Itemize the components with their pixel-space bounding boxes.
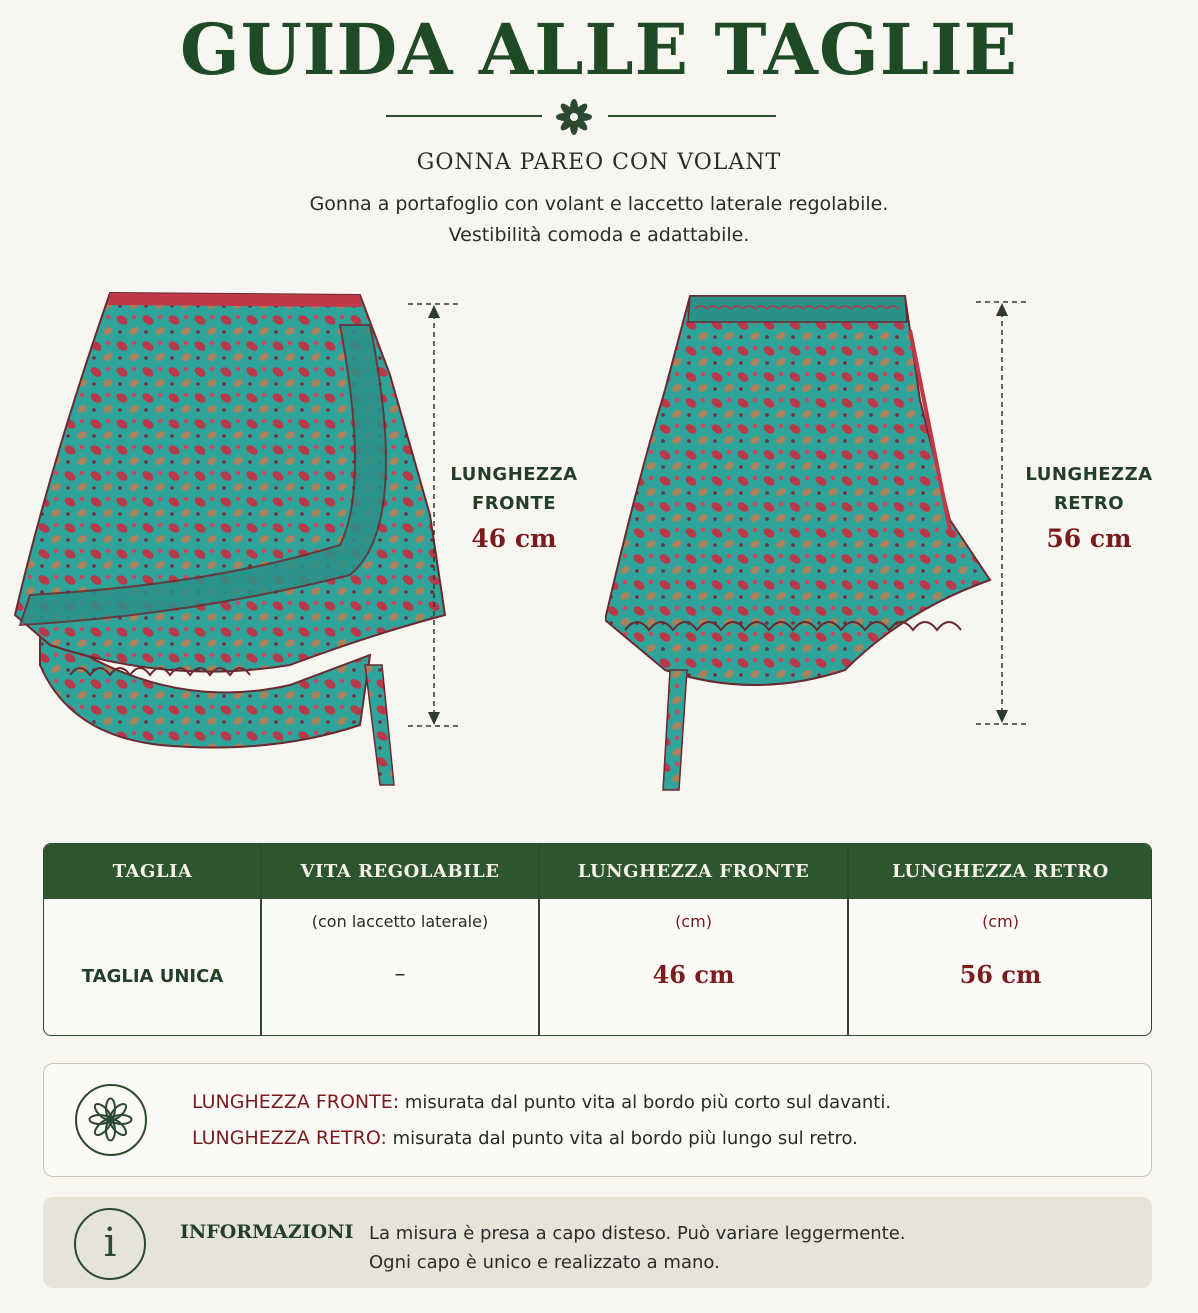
back-length-term: LUNGHEZZA RETRO:	[192, 1127, 387, 1149]
back-length-subheader: (cm)	[982, 912, 1019, 931]
front-length-term: LUNGHEZZA FRONTE:	[192, 1091, 400, 1113]
waist-subheader: (con laccetto laterale)	[311, 912, 489, 931]
back-length-definition-text: misurata dal punto vita al bordo più lungo sul retro.	[386, 1128, 858, 1149]
size-cell: TAGLIA UNICA	[81, 966, 224, 987]
info-line-1: La misura è presa a capo disteso. Può variare leggermente.	[369, 1223, 906, 1244]
title-divider-right	[608, 115, 776, 117]
table-divider	[260, 844, 262, 1035]
table-header-back-length: LUNGHEZZA RETRO	[892, 861, 1109, 882]
description-line-2: Vestibilità comoda e adattabile.	[448, 224, 750, 246]
info-icon: i	[74, 1208, 146, 1280]
front-length-label-line-1: LUNGHEZZA	[450, 464, 578, 485]
back-skirt-image	[605, 290, 995, 795]
front-skirt-image	[10, 285, 450, 795]
front-length-value: 46 cm	[471, 524, 557, 553]
back-length-label-line-1: LUNGHEZZA	[1025, 464, 1153, 485]
table-header-front-length: LUNGHEZZA FRONTE	[577, 861, 810, 882]
front-length-label-line-2: FRONTE	[471, 493, 557, 514]
back-length-label-line-2: RETRO	[1053, 493, 1125, 514]
front-length-cell: 46 cm	[652, 960, 735, 989]
front-length-definition-text: misurata dal punto vita al bordo più corto sul davanti.	[399, 1092, 892, 1113]
product-subtitle: GONNA PAREO CON VOLANT	[416, 150, 782, 175]
table-header-waist: VITA REGOLABILE	[300, 861, 500, 882]
size-table	[43, 843, 1152, 1036]
back-length-cell: 56 cm	[959, 960, 1042, 989]
page-title: GUIDA ALLE TAGLIE	[179, 8, 1019, 91]
info-heading: INFORMAZIONI	[180, 1221, 354, 1243]
table-header-size: TAGLIA	[112, 861, 193, 882]
waist-cell: –	[394, 962, 406, 987]
table-divider	[847, 844, 849, 1035]
info-box	[43, 1197, 1152, 1288]
front-length-label	[440, 460, 588, 518]
flower-ornament-icon	[553, 97, 595, 137]
back-length-label	[1018, 460, 1160, 518]
description-line-1: Gonna a portafoglio con volant e laccetto laterale regolabile.	[309, 193, 889, 215]
info-line-2: Ogni capo è unico e realizzato a mano.	[369, 1252, 720, 1273]
front-length-definition	[192, 1091, 891, 1113]
definitions-box	[43, 1063, 1152, 1177]
back-length-value: 56 cm	[1046, 524, 1132, 553]
table-divider	[538, 844, 540, 1035]
front-length-subheader: (cm)	[675, 912, 712, 931]
back-length-definition	[192, 1127, 858, 1149]
flower-icon	[75, 1084, 147, 1156]
title-divider-left	[386, 115, 542, 117]
